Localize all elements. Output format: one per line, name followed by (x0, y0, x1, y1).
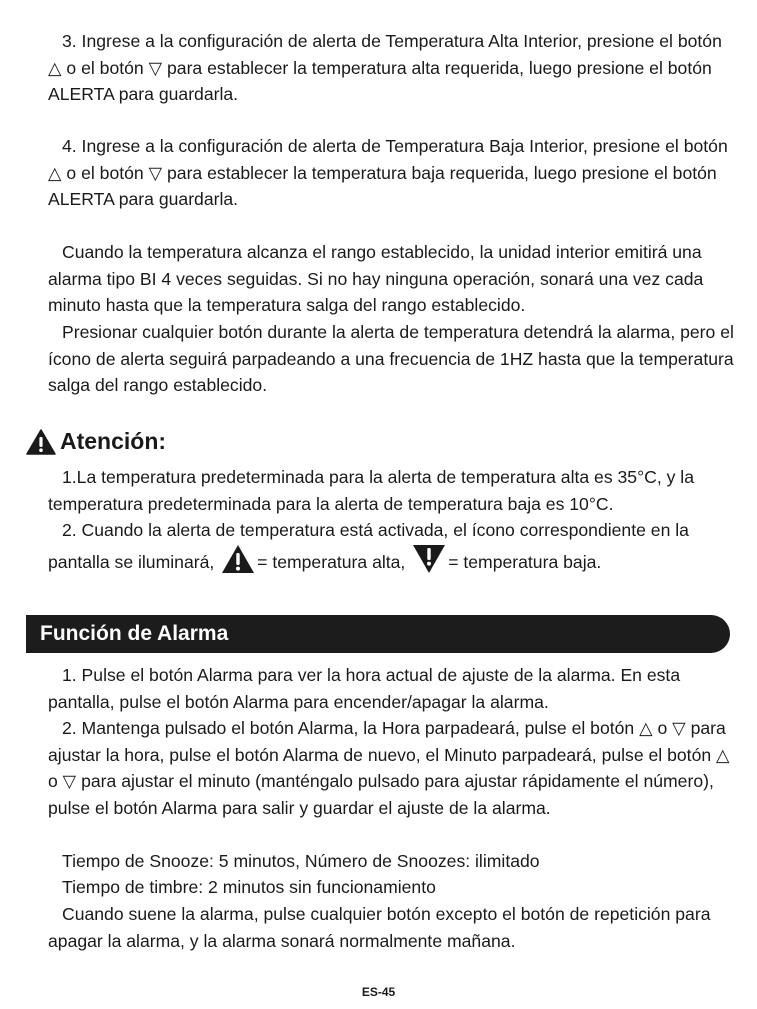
snooze-info: Tiempo de Snooze: 5 minutos, Número de Snoozes: ilimitado (62, 851, 540, 871)
paragraph-high-temp-setting: 3. Ingrese a la configuración de alerta de Temperatura Alta Interior, presione el botón △ o el botón ▽ para establecer la temperatura alta requerida, luego presione el botón ALERTA para guardarla. (48, 31, 722, 104)
low-temp-label: = temperatura baja. (448, 551, 602, 572)
ring-time-info: Tiempo de timbre: 2 minutos sin funcionamiento (62, 877, 436, 897)
high-temp-alert-icon (221, 544, 255, 574)
attention-icons-text: 2. Cuando la alerta de temperatura está activada, el ícono correspondiente en la pantalla se iluminará, (48, 520, 689, 572)
attention-icons-paragraph (48, 517, 738, 575)
high-temp-label: = temperatura alta, (257, 551, 406, 572)
alarm-paragraph-3: Cuando suene la alarma, pulse cualquier botón excepto el botón de repetición para apagar la alarma, y la alarma sonará normalmente mañana. (48, 904, 711, 951)
attention-default-temps: 1.La temperatura predeterminada para la alerta de temperatura alta es 35°C, y la temperatura predeterminada para la alerta de temperatura baja es 10°C. (48, 467, 694, 514)
paragraph-alarm-behavior: Cuando la temperatura alcanza el rango establecido, la unidad interior emitirá una alarma tipo BI 4 veces seguidas. Si no hay ninguna operación, sonará una vez cada minuto hasta que la temperatura salga del rango establecido. (48, 242, 704, 315)
attention-heading (26, 428, 166, 455)
alarm-paragraph-1: 1. Pulse el botón Alarma para ver la hora actual de ajuste de la alarma. En esta pantalla, pulse el botón Alarma para encender/apagar la alarma. (48, 665, 681, 712)
alarm-function-banner: Función de Alarma (26, 615, 730, 653)
attention-title: Atención: (60, 428, 167, 454)
alarm-paragraph-2: 2. Mantenga pulsado el botón Alarma, la Hora parpadeará, pulse el botón △ o ▽ para ajustar la hora, pulse el botón Alarma de nuevo, el Minuto parpadeará, pulse el botón △ o ▽ para ajustar el minuto (manténgalo pulsado para ajustar rápidamente el número), pulse el botón Alarma para salir y guardar el ajuste de la alarma. (48, 718, 730, 818)
page-number: ES-45 (361, 985, 396, 999)
paragraph-low-temp-setting: 4. Ingrese a la configuración de alerta de Temperatura Baja Interior, presione el botón △ o el botón ▽ para establecer la temperatura baja requerida, luego presione el botón ALERTA para guardarla. (48, 136, 728, 209)
warning-icon (26, 429, 56, 455)
paragraph-stop-alarm: Presionar cualquier botón durante la alerta de temperatura detendrá la alarma, pero el ícono de alerta seguirá parpadeando a una frecuencia de 1HZ hasta que la temperatura salga del rango establecido. (48, 322, 734, 395)
low-temp-alert-icon (412, 544, 446, 574)
